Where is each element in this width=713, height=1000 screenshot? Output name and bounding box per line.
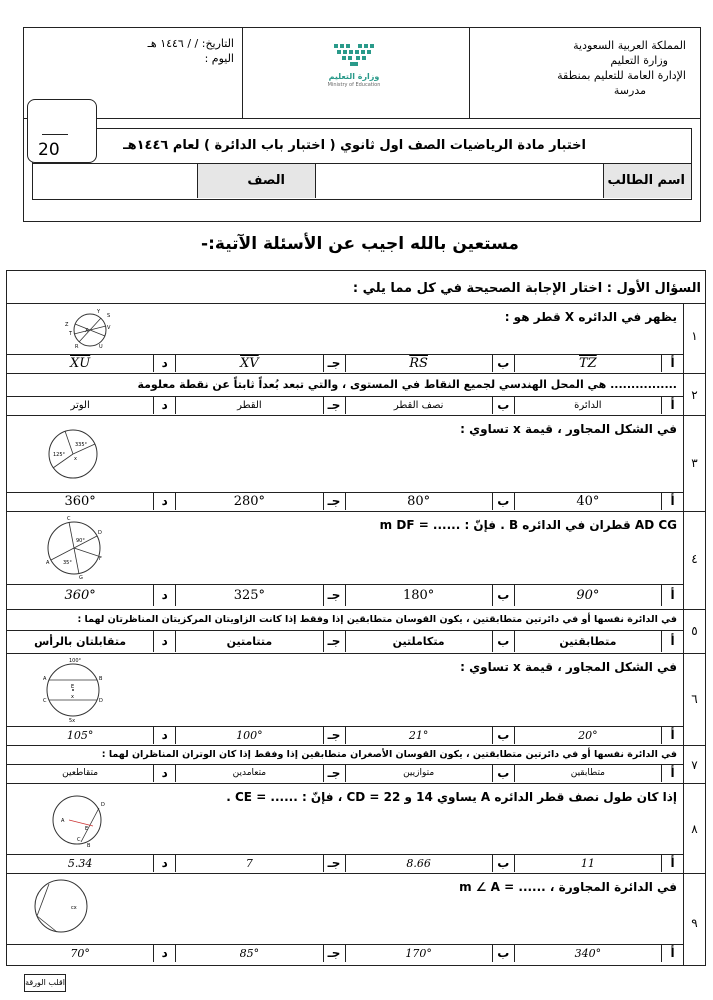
- option-a[interactable]: 90°: [514, 585, 661, 606]
- option-c[interactable]: 325°: [175, 585, 322, 606]
- option-b[interactable]: متكاملتين: [345, 631, 492, 652]
- answer-row: أ الدائرة ب نصف القطر جـ القطر د الوتر: [7, 396, 683, 414]
- score-total: 20: [38, 140, 60, 160]
- svg-text:C: C: [67, 516, 71, 522]
- option-a[interactable]: الدائرة: [514, 397, 661, 414]
- option-b[interactable]: 80°: [345, 493, 492, 510]
- question-2: [7, 373, 705, 415]
- question-number: ٤: [691, 552, 698, 566]
- question-text: في الدائرة نفسها أو في دائرتين متطابقتين ، يكون القوسان الأصغران متطابقين إذا وفقط إذا كان الوتران المناظران لهما :: [101, 749, 677, 760]
- question-number: ٢: [691, 388, 698, 402]
- svg-text:R: R: [75, 344, 79, 350]
- option-d[interactable]: 360°: [64, 588, 96, 603]
- option-a[interactable]: 340°: [514, 945, 661, 962]
- circle-diagram-figure: [27, 876, 97, 936]
- svg-text:V: V: [107, 325, 111, 331]
- date-value: / / ١٤٤٦ هـ: [147, 37, 199, 50]
- option-c[interactable]: 100°: [175, 727, 322, 744]
- answer-row: أ 11 ب 8.66 جـ 7 د 5.34: [7, 854, 683, 872]
- question-text: إذا كان طول نصف قطر الدائره A يساوي 14 و CD = 22 ، فإنّ : ...... = CE .: [226, 790, 677, 804]
- option-c[interactable]: 7: [175, 855, 322, 872]
- question-7: [7, 745, 705, 783]
- answer-row: أ 90° ب 180° جـ 325° د 360°: [7, 584, 683, 606]
- svg-text:100°: 100°: [69, 658, 82, 664]
- svg-text:90°: 90°: [76, 538, 85, 544]
- circle-diagram-figure: [43, 656, 103, 724]
- option-b[interactable]: $\overline{RS}$: [345, 355, 492, 372]
- option-b[interactable]: 8.66: [345, 855, 492, 872]
- option-d[interactable]: 70°: [70, 947, 90, 960]
- circle-diagram-figure: [47, 792, 107, 848]
- question-4: [7, 511, 705, 609]
- exam-title: اختبار مادة الرياضيات الصف اول ثانوي ( اختبار باب الدائرة ) لعام ١٤٤٦هـ: [32, 128, 692, 164]
- country-name: المملكة العربية السعودية: [573, 39, 686, 52]
- header-top-row: [24, 28, 700, 119]
- turn-page-tag: اقلب الورقة: [24, 974, 66, 992]
- svg-text:A: A: [43, 676, 47, 682]
- svg-text:C: C: [43, 698, 47, 704]
- question-number: ٩: [691, 916, 698, 930]
- svg-text:S: S: [107, 313, 111, 319]
- answer-row: أ 20° ب 21° جـ 100° د 105°: [7, 726, 683, 744]
- student-name-field[interactable]: [315, 164, 603, 198]
- question-9: [7, 873, 705, 965]
- logo-icon: [330, 42, 378, 68]
- option-b[interactable]: 170°: [345, 945, 492, 962]
- class-field[interactable]: [33, 164, 197, 198]
- answer-row: أ متطابقين ب متوازيين جـ متعامدين د متقاطعين: [7, 764, 683, 782]
- divider: [242, 28, 243, 118]
- svg-text:F: F: [99, 556, 102, 562]
- option-d[interactable]: متقابلتان بالرأس: [34, 635, 127, 648]
- circle-diagram-figure: [57, 308, 123, 352]
- question-number: ٨: [691, 822, 698, 836]
- svg-text:A: A: [46, 560, 50, 566]
- svg-text:D: D: [98, 530, 102, 536]
- option-b[interactable]: متوازيين: [345, 765, 492, 782]
- option-c[interactable]: $\overline{XV}$: [175, 355, 322, 372]
- option-d[interactable]: الوتر: [70, 400, 90, 411]
- question-number: ٧: [691, 758, 698, 772]
- divider: [469, 28, 470, 118]
- option-a[interactable]: متطابقين: [514, 765, 661, 782]
- question-text: في الشكل المجاور ، قيمة x تساوي :: [460, 422, 677, 436]
- admin-name: الإدارة العامة للتعليم بمنطقة: [557, 69, 686, 82]
- exam-header: [23, 27, 701, 222]
- student-name-row: [32, 164, 692, 200]
- option-d[interactable]: 105°: [66, 729, 94, 742]
- answer-row: أ متطابقتين ب متكاملتين جـ متتامتين د متقابلتان بالرأس: [7, 630, 683, 652]
- circle-diagram-figure: [43, 514, 105, 580]
- question-text: يظهر في الدائره X قطر هو :: [504, 310, 677, 324]
- question-6: [7, 653, 705, 745]
- questions-table: [6, 270, 706, 966]
- option-a[interactable]: 11: [514, 855, 661, 872]
- date-block: [74, 36, 234, 66]
- svg-text:Z: Z: [65, 322, 69, 328]
- option-a[interactable]: متطابقتين: [514, 631, 661, 652]
- option-c[interactable]: متعامدين: [175, 765, 322, 782]
- answer-row: أ 340° ب 170° جـ 85° د 70°: [7, 944, 683, 962]
- option-a[interactable]: $\overline{TZ}$: [514, 355, 661, 372]
- question-number: ٣: [691, 456, 698, 470]
- svg-text:D: D: [101, 802, 105, 808]
- option-d[interactable]: 5.34: [67, 857, 93, 870]
- question-text: AD CG قطران في الدائره B . فإنّ : ...... = m DF: [379, 518, 677, 532]
- class-label: الصف: [197, 164, 315, 198]
- question-number: ١: [683, 304, 705, 373]
- svg-text:D: D: [99, 698, 103, 704]
- option-d[interactable]: متقاطعين: [62, 768, 99, 778]
- option-c[interactable]: القطر: [175, 397, 322, 414]
- question-1: [7, 303, 705, 373]
- question-text: في الشكل المجاور ، قيمة x تساوي :: [460, 660, 677, 674]
- svg-text:35°: 35°: [63, 560, 72, 566]
- option-a[interactable]: 40°: [514, 493, 661, 510]
- student-name-label: اسم الطالب: [603, 164, 691, 198]
- instructions-banner: مستعين بالله اجيب عن الأسئلة الآتية:-: [201, 234, 519, 254]
- svg-text:G: G: [79, 575, 83, 580]
- day-label: اليوم :: [204, 52, 234, 65]
- svg-text:T: T: [69, 331, 73, 337]
- question-number: ٥: [691, 624, 698, 638]
- answer-row: أ $\overline{TZ}$ ب $\overline{RS}$ جـ $\overline{XV}$ د $\overline{XU}$: [7, 354, 683, 372]
- svg-text:A: A: [61, 818, 65, 824]
- logo-text-en: Ministry of Education: [327, 82, 381, 88]
- score-box: [27, 99, 97, 163]
- logo-text-ar: وزارة التعليم: [328, 72, 380, 81]
- option-c[interactable]: 280°: [175, 493, 322, 510]
- svg-text:5x: 5x: [69, 718, 76, 724]
- question-3: [7, 415, 705, 511]
- option-c[interactable]: متتامتين: [175, 631, 322, 652]
- school-info: [476, 38, 686, 98]
- fig-label: Y: [97, 309, 101, 315]
- svg-text:cx: cx: [71, 905, 77, 911]
- circle-diagram-figure: [43, 424, 103, 484]
- question-8: [7, 783, 705, 873]
- score-fraction-line: [42, 134, 68, 135]
- question-text: ................ هي المحل الهندسي لجميع النقاط في المستوى ، والتي تبعد بُعداً ثابتاً عن نقطة معلومة: [137, 378, 677, 391]
- date-label: التاريخ:: [201, 37, 234, 50]
- question-number: ٦: [691, 692, 698, 706]
- svg-text:B: B: [87, 843, 91, 848]
- svg-text:E: E: [85, 826, 89, 832]
- ministry-name: وزارة التعليم: [610, 54, 668, 67]
- option-c[interactable]: 85°: [175, 945, 322, 962]
- school-name: مدرسة: [613, 84, 646, 97]
- option-b[interactable]: نصف القطر: [345, 397, 492, 414]
- svg-text:125°: 125°: [53, 452, 66, 458]
- svg-text:E: E: [71, 684, 75, 690]
- svg-text:x: x: [71, 694, 74, 700]
- section-title: السؤال الأول : اختار الإجابة الصحيحة في كل مما يلي :: [352, 281, 701, 296]
- option-d[interactable]: 360°: [64, 494, 96, 509]
- svg-text:B: B: [99, 676, 103, 682]
- question-text: في الدائرة المجاورة ، ...... = m ∠ A: [459, 880, 677, 894]
- svg-text:X: X: [85, 328, 89, 334]
- svg-text:C: C: [77, 837, 81, 843]
- question-5: [7, 609, 705, 653]
- question-text: في الدائرة نفسها أو في دائرتين متطابقتين ، يكون القوسان متطابقين إذا وفقط إذا كانت الزاويتان المركزيتان المناظرتان لهما :: [77, 614, 677, 625]
- answer-row: أ 40° ب 80° جـ 280° د 360°: [7, 492, 683, 510]
- svg-text:x: x: [74, 456, 77, 462]
- ministry-logo: [314, 42, 394, 102]
- svg-text:335°: 335°: [75, 442, 88, 448]
- option-d[interactable]: $\overline{XU}$: [70, 356, 91, 371]
- option-b[interactable]: 180°: [345, 585, 492, 606]
- svg-text:U: U: [99, 344, 103, 350]
- option-a[interactable]: 20°: [514, 727, 661, 744]
- option-b[interactable]: 21°: [345, 727, 492, 744]
